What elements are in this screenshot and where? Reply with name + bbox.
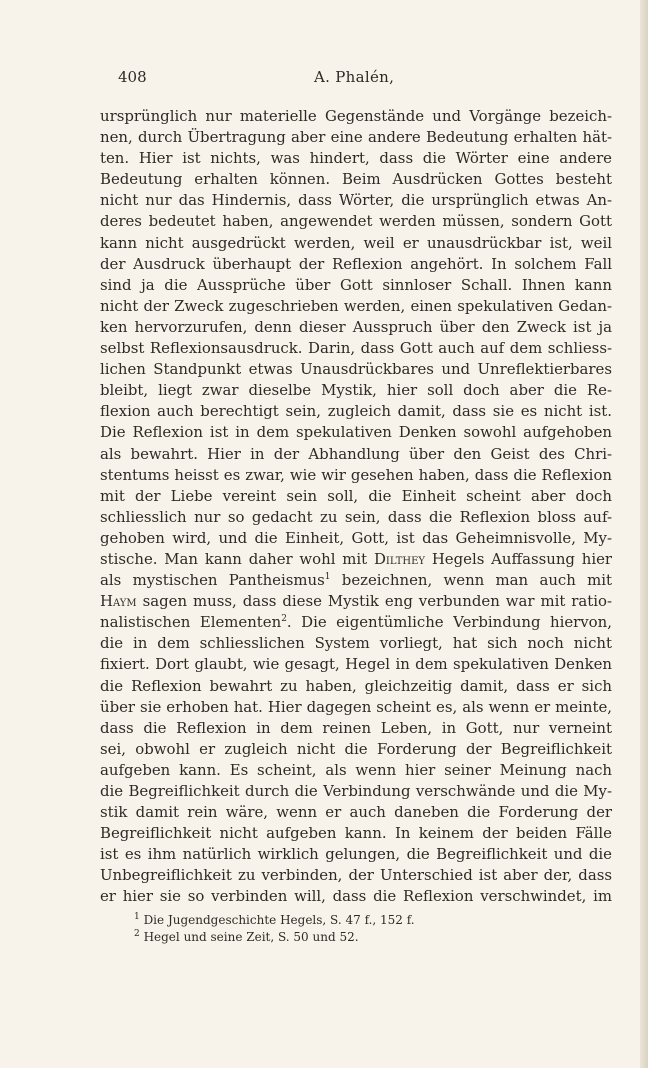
- footnote: [134, 912, 554, 929]
- footnotes: [134, 912, 554, 946]
- text-line: nicht nur das Hindernis, dass Wörter, die ursprünglich etwas An-: [100, 191, 612, 210]
- text-line: der Ausdruck überhaupt der Reflexion angehört. In solchem Fall: [100, 254, 612, 273]
- text-line: schliesslich nur so gedacht zu sein, dass die Reflexion bloss auf-: [100, 507, 612, 526]
- footnote-number: 2: [134, 929, 140, 939]
- text-line: [100, 570, 612, 591]
- text-fragment: . Die eigentümliche Verbindung hiervon,: [286, 613, 612, 632]
- footnote-number: 1: [134, 912, 140, 922]
- text-line: lichen Standpunkt etwas Unausdrückbares und Unreflektierbares: [100, 360, 612, 379]
- author-name-dilthey: Dilthey: [373, 549, 425, 568]
- footnote-marker: 1: [324, 572, 331, 583]
- text-line: stentums heisst es zwar, wie wir gesehen haben, dass die Reflexion: [100, 465, 612, 484]
- text-line: sind ja die Aussprüche über Gott sinnloser Schall. Ihnen kann: [100, 275, 612, 294]
- text-line: flexion auch berechtigt sein, zugleich damit, dass sie es nicht ist.: [100, 402, 612, 421]
- text-fragment: als mystischen Pantheismus: [100, 571, 325, 590]
- text-fragment: stische. Man kann daher wohl mit: [100, 549, 368, 568]
- text-line: [100, 549, 612, 570]
- page-number: 408: [118, 68, 147, 86]
- text-fragment: sagen muss, dass diese Mystik eng verbunden war mit ratio-: [142, 592, 612, 611]
- text-line: dass die Reflexion in dem reinen Leben, in Gott, nur verneint: [100, 718, 612, 737]
- text-line: mit der Liebe vereint sein soll, die Einheit scheint aber doch: [100, 486, 612, 505]
- text-line: nicht der Zweck zugeschrieben werden, einen spekulativen Gedan-: [100, 296, 612, 315]
- running-head: A. Phalén,: [314, 68, 395, 86]
- body-text: [100, 106, 612, 908]
- text-fragment: Hegels Auffassung hier: [431, 549, 612, 568]
- text-line: aufgeben kann. Es scheint, als wenn hier seiner Meinung nach: [100, 760, 612, 779]
- text-line: deres bedeutet haben, angewendet werden müssen, sondern Gott: [100, 212, 612, 231]
- footnote-text: Die Jugendgeschichte Hegels, S. 47 f., 152 f.: [143, 913, 415, 927]
- text-line: ist es ihm natürlich wirklich gelungen, die Begreiflichkeit und die: [100, 845, 612, 864]
- text-line: sei, obwohl er zugleich nicht die Forderung der Begreiflichkeit: [100, 739, 612, 758]
- text-line: die in dem schliesslichen System vorliegt, hat sich noch nicht: [100, 634, 612, 653]
- text-line: als bewahrt. Hier in der Abhandlung über den Geist des Chri-: [100, 444, 612, 463]
- text-line: bleibt, liegt zwar dieselbe Mystik, hier soll doch aber die Re-: [100, 381, 612, 400]
- text-line: nen, durch Übertragung aber eine andere Bedeutung erhalten hät-: [100, 128, 612, 147]
- text-line: kann nicht ausgedrückt werden, weil er unausdrückbar ist, weil: [100, 233, 612, 252]
- text-line: die Begreiflichkeit durch die Verbindung verschwände und die My-: [100, 782, 612, 800]
- text-line: über sie erhoben hat. Hier dagegen scheint es, als wenn er meinte,: [100, 697, 612, 716]
- text-line: Begreiflichkeit nicht aufgeben kann. In keinem der beiden Fälle: [100, 824, 612, 843]
- footnote-marker: 2: [281, 614, 287, 625]
- page-header: [118, 68, 616, 90]
- text-line: Die Reflexion ist in dem spekulativen Denken sowohl aufgehoben: [100, 423, 612, 442]
- footnote-text: Hegel und seine Zeit, S. 50 und 52.: [143, 930, 359, 944]
- text-line: [100, 591, 612, 612]
- text-line: fixiert. Dort glaubt, wie gesagt, Hegel in dem spekulativen Denken: [100, 655, 612, 674]
- text-line: gehoben wird, und die Einheit, Gott, ist das Geheimnisvolle, My-: [100, 528, 612, 547]
- text-line: ken hervorzurufen, denn dieser Ausspruch über den Zweck ist ja: [100, 317, 612, 336]
- text-line: Bedeutung erhalten können. Beim Ausdrücken Gottes besteht: [100, 170, 612, 189]
- text-line: ursprünglich nur materielle Gegenstände und Vorgänge bezeich-: [100, 107, 612, 125]
- page-edge: [640, 0, 648, 1068]
- author-name-haym: Haym: [100, 592, 137, 611]
- text-fragment: bezeichnen, wenn man auch mit: [341, 571, 612, 590]
- text-fragment: nalistischen Elementen: [100, 613, 282, 632]
- text-line: stik damit rein wäre, wenn er auch daneben die Forderung der: [100, 803, 612, 822]
- text-line: [100, 612, 612, 633]
- text-line: er hier sie so verbinden will, dass die Reflexion verschwindet, im: [100, 887, 612, 906]
- text-line: Unbegreiflichkeit zu verbinden, der Unterschied ist aber der, dass: [100, 866, 612, 885]
- footnote: [134, 929, 554, 946]
- text-line: ten. Hier ist nichts, was hindert, dass die Wörter eine andere: [100, 149, 612, 168]
- text-line: die Reflexion bewahrt zu haben, gleichzeitig damit, dass er sich: [100, 676, 612, 695]
- text-line: selbst Reflexionsausdruck. Darin, dass Gott auch auf dem schliess-: [100, 339, 612, 358]
